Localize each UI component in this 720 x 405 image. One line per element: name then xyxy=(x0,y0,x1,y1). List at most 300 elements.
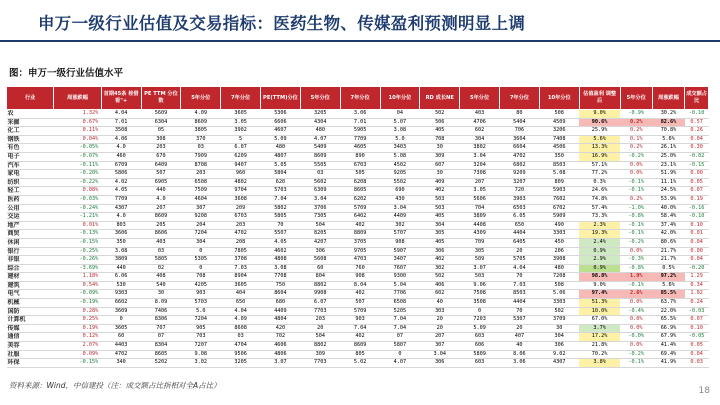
table-cell: 503 xyxy=(460,273,500,282)
table-cell: 汽车 xyxy=(7,161,54,170)
table-cell: 8809 xyxy=(340,230,380,239)
table-cell: 0.30 xyxy=(685,144,709,153)
table-cell: 0 xyxy=(380,350,420,359)
table-cell: 5502 xyxy=(380,178,420,187)
table-cell: 603 xyxy=(460,333,500,342)
table-cell: 908 xyxy=(380,238,420,247)
table-cell: 5805 xyxy=(261,213,301,222)
table-cell: 3605 xyxy=(221,110,261,119)
table-cell: 7203 xyxy=(460,316,500,325)
table-cell: 6604 xyxy=(500,144,540,153)
table-cell: 20 xyxy=(500,247,540,256)
table-cell: 7909 xyxy=(181,152,221,161)
table-cell: 420 xyxy=(261,324,301,333)
table-cell: 4607 xyxy=(261,127,301,136)
table-row xyxy=(7,152,709,161)
table-cell: 6208 xyxy=(340,178,380,187)
table-cell: 0.01% xyxy=(54,221,101,230)
table-cell: 3407 xyxy=(380,256,420,265)
table-cell: 16.9% xyxy=(579,152,620,161)
table-cell: 7204 xyxy=(181,316,221,325)
header-cell: 5年分位 xyxy=(181,87,221,110)
table-cell: 370 xyxy=(181,135,221,144)
table-cell: 建材 xyxy=(7,273,54,282)
table-cell: 24.5% xyxy=(652,187,684,196)
table-cell: 340 xyxy=(101,359,141,368)
table-cell: 304 xyxy=(539,333,579,342)
table-cell: 5.02 xyxy=(340,359,380,368)
table-cell: 4502 xyxy=(380,161,420,170)
table-cell: 760 xyxy=(340,264,380,273)
table-cell: -0.10 xyxy=(685,110,709,119)
table-cell: 0 xyxy=(101,316,141,325)
table-cell: 4.04 xyxy=(500,264,540,273)
table-cell: -0.1% xyxy=(620,359,652,368)
table-cell: 209 xyxy=(221,204,261,213)
table-cell: 5705 xyxy=(500,256,540,265)
table-cell: 6702 xyxy=(539,204,579,213)
table-header-row xyxy=(7,87,709,110)
table-cell: 480 xyxy=(261,144,301,153)
table-cell: 405 xyxy=(420,238,460,247)
table-cell: 20 xyxy=(500,324,540,333)
table-cell: 402 xyxy=(420,256,460,265)
table-cell: 8606 xyxy=(141,230,181,239)
table-cell: 3303 xyxy=(539,230,579,239)
table-cell: 3809 xyxy=(101,256,141,265)
table-cell: 305 xyxy=(420,230,460,239)
table-cell: 5307 xyxy=(500,316,540,325)
table-cell: 69.4% xyxy=(652,350,684,359)
table-cell: 3809 xyxy=(460,213,500,222)
table-cell: 4403 xyxy=(101,342,141,351)
table-row xyxy=(7,299,709,308)
table-cell: 0.0% xyxy=(620,342,652,351)
table-body xyxy=(7,110,709,368)
table-cell: 3705 xyxy=(340,238,380,247)
table-cell: 5804 xyxy=(261,170,301,179)
table-cell: 7509 xyxy=(181,187,221,196)
table-cell: 3207 xyxy=(500,178,540,187)
table-cell: 306 xyxy=(300,247,340,256)
table-cell: 3206 xyxy=(539,127,579,136)
table-cell: 203 xyxy=(300,316,340,325)
table-cell: 5.06 xyxy=(539,290,579,299)
table-cell: 采掘 xyxy=(7,118,54,127)
table-cell: 3205 xyxy=(221,359,261,368)
table-cell: 70 xyxy=(261,221,301,230)
table-cell: 5.08 xyxy=(380,152,420,161)
table-cell: -0.20% xyxy=(54,170,101,179)
table-cell: 606 xyxy=(460,342,500,351)
table-cell: -1.21% xyxy=(54,213,101,222)
table-cell: 3802 xyxy=(460,144,500,153)
table-cell: 8304 xyxy=(141,342,181,351)
table-cell: 0.05 xyxy=(685,342,709,351)
table-cell: 1.29 xyxy=(685,273,709,282)
table-cell: 1.18% xyxy=(54,273,101,282)
table-row xyxy=(7,307,709,316)
table-cell: 7308 xyxy=(460,170,500,179)
table-cell: 国防 xyxy=(7,307,54,316)
table-cell: 7508 xyxy=(460,290,500,299)
table-cell: 1.9% xyxy=(620,273,652,282)
table-cell: 7208 xyxy=(539,273,579,282)
table-cell: 03 xyxy=(141,247,181,256)
table-cell: 3604 xyxy=(500,135,540,144)
table-cell: 0.04 xyxy=(685,238,709,247)
table-cell: 5805 xyxy=(141,256,181,265)
table-cell: 3706 xyxy=(300,204,340,213)
table-cell: 0.07 xyxy=(685,187,709,196)
table-cell: 402 xyxy=(340,290,380,299)
table-cell: 3908 xyxy=(539,256,579,265)
table-cell: 0.34 xyxy=(685,281,709,290)
table-cell: 5809 xyxy=(460,350,500,359)
table-cell: -0.03 xyxy=(685,307,709,316)
table-cell: 04 xyxy=(380,110,420,119)
table-cell: 3805 xyxy=(181,127,221,136)
table-cell: 3.02 xyxy=(181,359,221,368)
table-cell: 9704 xyxy=(221,187,261,196)
table-cell: 0.24 xyxy=(685,299,709,308)
table-cell: 530 xyxy=(101,281,141,290)
table-row xyxy=(7,213,709,222)
table-cell: 3606 xyxy=(101,230,141,239)
table-cell: 7708 xyxy=(261,273,301,282)
table-cell: 19.3% xyxy=(579,230,620,239)
table-cell: 7.01 xyxy=(101,118,141,127)
table-cell: 0.05 xyxy=(685,178,709,187)
table-cell: 502 xyxy=(420,273,460,282)
table-cell: 0.01 xyxy=(685,230,709,239)
table-cell: -0.15% xyxy=(54,359,101,368)
table-cell: 4.0 xyxy=(101,213,141,222)
table-cell: 6602 xyxy=(101,299,141,308)
table-cell: -0.8% xyxy=(620,213,652,222)
table-cell: 203 xyxy=(141,144,181,153)
table-cell: 9506 xyxy=(221,350,261,359)
table-cell: 0.25% xyxy=(54,316,101,325)
table-cell: 74.8% xyxy=(579,195,620,204)
table-cell: 交运 xyxy=(7,213,54,222)
table-cell: 60 xyxy=(101,333,141,342)
header-cell: 7年分位 xyxy=(221,87,261,110)
table-cell: -0.1% xyxy=(620,187,652,196)
table-row xyxy=(7,350,709,359)
table-cell: 0.26 xyxy=(685,127,709,136)
table-cell: 17.2% xyxy=(579,333,620,342)
table-cell: 703 xyxy=(181,333,221,342)
table-cell: 7709 xyxy=(340,135,380,144)
table-cell: 2.4% xyxy=(579,238,620,247)
table-cell: -0.16 xyxy=(685,204,709,213)
table-cell: 商贸 xyxy=(7,230,54,239)
table-cell: 670 xyxy=(141,152,181,161)
table-cell: 540 xyxy=(141,281,181,290)
table-cell: -3.69% xyxy=(54,264,101,273)
table-cell: 8605 xyxy=(141,350,181,359)
table-cell: 5409 xyxy=(300,144,340,153)
table-cell: 4605 xyxy=(340,144,380,153)
table-cell: 207 xyxy=(460,178,500,187)
table-cell: 440 xyxy=(101,264,141,273)
page-number: 18 xyxy=(698,386,710,396)
table-cell: 30.2% xyxy=(652,110,684,119)
table-cell: 8503 xyxy=(539,161,579,170)
table-cell: 3508 xyxy=(460,299,500,308)
table-cell: -0.05 xyxy=(685,333,709,342)
table-cell: 440 xyxy=(141,187,181,196)
table-cell: 4802 xyxy=(221,178,261,187)
table-cell: 0.12% xyxy=(54,333,101,342)
table-cell: 620 xyxy=(261,178,301,187)
table-row xyxy=(7,230,709,239)
table-cell: 709 xyxy=(460,238,500,247)
table-cell: 450 xyxy=(539,238,579,247)
table-cell: 7805 xyxy=(221,247,261,256)
table-cell: 503 xyxy=(420,195,460,204)
table-row xyxy=(7,110,709,119)
table-cell: 805 xyxy=(340,350,380,359)
table-cell: -0.26% xyxy=(54,256,101,265)
table-cell: 304 xyxy=(420,221,460,230)
table-cell: 40 xyxy=(500,342,540,351)
table-cell: 05 xyxy=(141,127,181,136)
table-cell: 302 xyxy=(420,264,460,273)
table-cell: 603 xyxy=(460,359,500,368)
table-cell: 407 xyxy=(500,333,540,342)
table-cell: 7.03 xyxy=(221,264,261,273)
table-cell: 41.9% xyxy=(652,359,684,368)
table-cell: 8604 xyxy=(261,290,301,299)
table-cell: 0.07 xyxy=(685,316,709,325)
table-cell: 702 xyxy=(261,333,301,342)
table-cell: -0.11% xyxy=(54,161,101,170)
table-row xyxy=(7,144,709,153)
table-cell: 5.6% xyxy=(579,135,620,144)
table-cell: 205 xyxy=(141,221,181,230)
table-cell: -0.03% xyxy=(54,195,101,204)
table-cell: 306 xyxy=(420,359,460,368)
table-cell: 6703 xyxy=(221,213,261,222)
table-cell: 402 xyxy=(340,333,380,342)
header-cell: 10年分位 xyxy=(380,87,420,110)
table-cell: 4506 xyxy=(539,144,579,153)
table-cell: 5202 xyxy=(141,359,181,368)
table-cell: 508 xyxy=(539,281,579,290)
table-cell: 903 xyxy=(340,316,380,325)
table-cell: 58.4% xyxy=(652,213,684,222)
table-cell: 3.04 xyxy=(460,152,500,161)
table-cell: 308 xyxy=(141,135,181,144)
table-cell: 203 xyxy=(221,221,261,230)
table-cell: 11.1% xyxy=(652,178,684,187)
table-cell: 30 xyxy=(141,290,181,299)
table-cell: 9.0% xyxy=(579,281,620,290)
table-cell: 通信 xyxy=(7,333,54,342)
table-cell: 3902 xyxy=(221,127,261,136)
header-cell: 行业 xyxy=(7,87,54,110)
page-title: 申万一级行业估值及交易指标：医药生物、传媒盈利预测明显上调 xyxy=(38,14,526,33)
table-cell: 4309 xyxy=(460,230,500,239)
table-cell: 0.00 xyxy=(685,170,709,179)
table-cell: 26.1% xyxy=(652,144,684,153)
table-cell: 13.3% xyxy=(579,144,620,153)
table-row xyxy=(7,281,709,290)
table-cell: 建筑 xyxy=(7,281,54,290)
table-cell: 8.06 xyxy=(500,350,540,359)
table-cell: 20 xyxy=(420,316,460,325)
table-cell: 5.6% xyxy=(652,135,684,144)
table-cell: 402 xyxy=(340,221,380,230)
table-cell: 4703 xyxy=(340,256,380,265)
table-cell: 4606 xyxy=(261,342,301,351)
table-cell: -0.1% xyxy=(620,178,652,187)
table-cell: 1.32% xyxy=(54,110,101,119)
table-cell: 9407 xyxy=(221,161,261,170)
table-cell: 508 xyxy=(539,110,579,119)
table-cell: 908 xyxy=(340,273,380,282)
table-cell: 5806 xyxy=(101,170,141,179)
table-cell: 3303 xyxy=(539,299,579,308)
table-cell: 5903 xyxy=(539,187,579,196)
table-cell: 8609 xyxy=(181,118,221,127)
table-cell: 4409 xyxy=(380,213,420,222)
table-cell: 5608 xyxy=(300,256,340,265)
table-cell: 3508 xyxy=(101,127,141,136)
table-cell: 403 xyxy=(141,238,181,247)
table-cell: 0.04 xyxy=(685,135,709,144)
header-cell: 5年分位 xyxy=(620,87,652,110)
table-cell: 非银 xyxy=(7,256,54,265)
figure-subtitle: 图：申万一级行业估值水平 xyxy=(9,68,124,79)
table-cell: 650 xyxy=(500,221,540,230)
table-cell: 4509 xyxy=(539,118,579,127)
table-cell: 0.0% xyxy=(620,247,652,256)
table-cell: -0.13% xyxy=(54,230,101,239)
table-cell: 3205 xyxy=(300,110,340,119)
table-cell: 4.0 xyxy=(101,144,141,153)
table-cell: 6606 xyxy=(261,118,301,127)
table-row xyxy=(7,256,709,265)
table-cell: -0.15% xyxy=(54,238,101,247)
table-cell: 6.06 xyxy=(101,273,141,282)
table-cell: 9208 xyxy=(181,213,221,222)
table-cell: 890 xyxy=(340,152,380,161)
table-cell: 银行 xyxy=(7,247,54,256)
table-cell: 309 xyxy=(300,350,340,359)
table-cell: 3.04 xyxy=(380,204,420,213)
table-row xyxy=(7,290,709,299)
table-cell: 4205 xyxy=(181,281,221,290)
table-cell: 97.4% xyxy=(579,290,620,299)
table-cell: 8708 xyxy=(181,161,221,170)
table-cell: 4409 xyxy=(261,307,301,316)
table-cell: 480 xyxy=(539,264,579,273)
table-cell: 85.5% xyxy=(652,290,684,299)
table-cell: 0 xyxy=(181,247,221,256)
table-cell: 0.9% xyxy=(579,264,620,273)
table-cell: 2.3% xyxy=(579,221,620,230)
table-cell: -0.2% xyxy=(620,152,652,161)
table-cell: 3.06 xyxy=(340,110,380,119)
table-cell: 机械 xyxy=(7,299,54,308)
table-cell: 63.7% xyxy=(652,299,684,308)
table-cell: 6.07 xyxy=(221,144,261,153)
table-cell: 5.6% xyxy=(652,281,684,290)
table-cell: 8609 xyxy=(300,152,340,161)
table-cell: 5205 xyxy=(380,307,420,316)
table-cell: 综合 xyxy=(7,264,54,273)
table-cell: 502 xyxy=(539,307,579,316)
table-cell: 7709 xyxy=(101,195,141,204)
table-cell: 10.0% xyxy=(579,307,620,316)
table-cell: 电气 xyxy=(7,290,54,299)
table-cell: 21.7% xyxy=(652,247,684,256)
table-cell: 5703 xyxy=(181,299,221,308)
table-cell: 97.2% xyxy=(652,273,684,282)
table-cell: 67.0% xyxy=(579,316,620,325)
table-cell: 03 xyxy=(300,170,340,179)
table-cell: 8904 xyxy=(221,273,261,282)
table-row xyxy=(7,342,709,351)
table-cell: 5909 xyxy=(539,213,579,222)
table-cell: 905 xyxy=(181,324,221,333)
table-cell: 304 xyxy=(181,238,221,247)
table-cell: 医药 xyxy=(7,195,54,204)
table-cell: 70 xyxy=(500,307,540,316)
table-cell: 204 xyxy=(181,221,221,230)
table-cell: 7207 xyxy=(181,342,221,351)
table-cell: 430 xyxy=(380,195,420,204)
table-cell: 5 xyxy=(221,135,261,144)
table-cell: 6508 xyxy=(380,299,420,308)
table-cell: -0.09% xyxy=(54,290,101,299)
table-cell: 307 xyxy=(181,204,221,213)
table-cell: 9.08 xyxy=(181,350,221,359)
table-row xyxy=(7,135,709,144)
table-cell: 4.04 xyxy=(221,307,261,316)
table-cell: 5709 xyxy=(340,204,380,213)
table-cell: 9908 xyxy=(300,290,340,299)
table-cell: 690 xyxy=(380,187,420,196)
table-cell: 4.07 xyxy=(300,135,340,144)
table-cell: 1.02 xyxy=(685,290,709,299)
header-cell: 周涨跌幅 xyxy=(652,87,684,110)
table-cell: 804 xyxy=(300,273,340,282)
table-cell: 0.10 xyxy=(685,324,709,333)
table-cell: 70 xyxy=(500,273,540,282)
table-cell: 82.6% xyxy=(652,118,684,127)
table-cell: 8802 xyxy=(300,281,340,290)
table-cell: 707 xyxy=(141,324,181,333)
table-cell: 4806 xyxy=(261,350,301,359)
table-cell: 4602 xyxy=(261,247,301,256)
table-cell: 0.09% xyxy=(54,350,101,359)
table-cell: 7305 xyxy=(300,213,340,222)
header-cell: PE TTM 分位数 xyxy=(141,87,181,110)
table-cell: 803 xyxy=(101,221,141,230)
table-cell: 6304 xyxy=(141,118,181,127)
table-cell: 5802 xyxy=(261,204,301,213)
table-cell: 680 xyxy=(261,299,301,308)
header-cell: RD 成长NE xyxy=(420,87,460,110)
table-cell: 5305 xyxy=(181,256,221,265)
table-row xyxy=(7,170,709,179)
table-cell: 3709 xyxy=(539,316,579,325)
table-cell: 3.05 xyxy=(221,118,261,127)
